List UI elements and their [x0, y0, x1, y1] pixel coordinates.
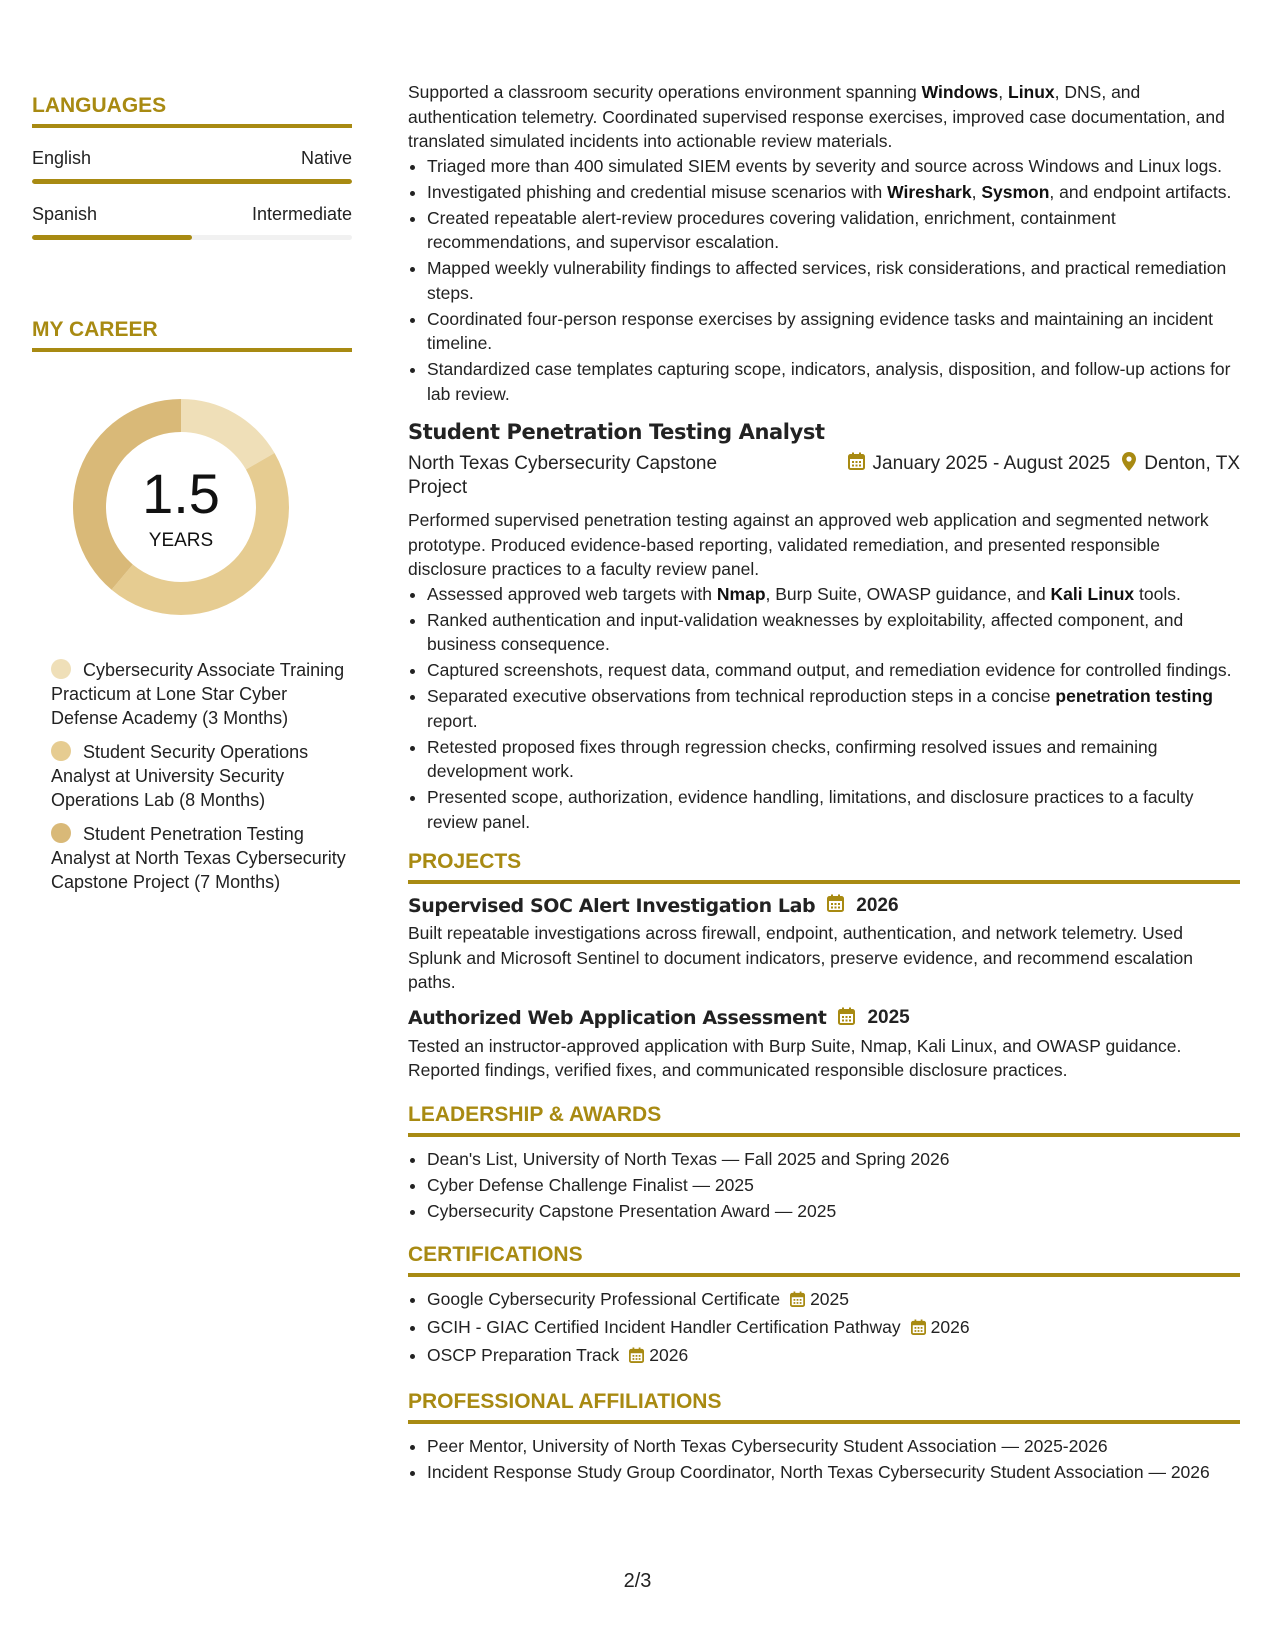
- project-year: 2026: [856, 894, 899, 916]
- bullet-item: • Investigated phishing and credential misuse scenarios with Wireshark, Sysmon, and endpoint artifacts.: [427, 180, 1240, 205]
- language-proficiency-bar: [32, 179, 352, 184]
- award-item: • Cyber Defense Challenge Finalist — 2025: [427, 1173, 1240, 1198]
- project-name: Authorized Web Application Assessment: [408, 1007, 827, 1029]
- languages-section: [32, 94, 352, 240]
- bullet-item: • Ranked authentication and input-validation weaknesses by exploitability, affected component, and business consequence.: [427, 608, 1240, 657]
- certification-year: 2026: [649, 1345, 689, 1365]
- career-legend-text: Student Security Operations Analyst at University Security Operations Lab (8 Months): [51, 742, 309, 810]
- project-item: [408, 894, 1240, 995]
- project-year: 2025: [867, 1007, 910, 1028]
- calendar-icon: [629, 1345, 644, 1370]
- bullet-item: • Presented scope, authorization, evidence handling, limitations, and disclosure practices to a faculty review panel.: [427, 785, 1240, 834]
- certification-item: [427, 1343, 1240, 1370]
- job-meta: [408, 452, 1240, 500]
- certifications-heading: CERTIFICATIONS: [408, 1243, 1240, 1277]
- language-proficiency-bar: [32, 235, 352, 240]
- affiliations-heading: PROFESSIONAL AFFILIATIONS: [408, 1390, 1240, 1424]
- language-level: Intermediate: [251, 204, 352, 224]
- certification-item: [427, 1287, 1240, 1314]
- legend-dot: [51, 823, 71, 843]
- bullet-item: • Created repeatable alert-review procedures covering validation, enrichment, containment recommendations, and supervisor escalation.: [427, 206, 1240, 255]
- calendar-icon: [790, 1289, 805, 1314]
- language-name: English: [32, 148, 92, 168]
- language-item: [32, 204, 352, 240]
- career-donut-chart: [66, 392, 296, 622]
- bullet-item: • Triaged more than 400 simulated SIEM events by severity and source across Windows and Linux logs.: [427, 154, 1240, 179]
- career-legend: [32, 658, 352, 894]
- bullet-item: • Standardized case templates capturing scope, indicators, analysis, disposition, and follow-up actions for lab review.: [427, 357, 1240, 406]
- job-location: Denton, TX: [1144, 453, 1240, 474]
- career-legend-text: Cybersecurity Associate Training Practicum at Lone Star Cyber Defense Academy (3 Months): [51, 660, 345, 728]
- calendar-icon: [848, 452, 865, 477]
- calendar-icon: [827, 894, 844, 917]
- career-legend-text: Student Penetration Testing Analyst at North Texas Cybersecurity Capstone Project (7 Months): [51, 824, 346, 892]
- award-item: • Cybersecurity Capstone Presentation Award — 2025: [427, 1199, 1240, 1224]
- calendar-icon: [911, 1317, 926, 1342]
- project-description: Built repeatable investigations across firewall, endpoint, authentication, and network telemetry. Used Splunk and Microsoft Sentinel to document indicators, preserve evidence, and recommend escalation paths.: [408, 923, 1194, 992]
- calendar-icon: [838, 1007, 855, 1030]
- legend-dot: [51, 659, 71, 679]
- affiliations-list: [408, 1434, 1240, 1485]
- project-name: Supervised SOC Alert Investigation Lab: [408, 894, 816, 917]
- sidebar: [32, 94, 352, 904]
- award-item: • Dean's List, University of North Texas — Fall 2025 and Spring 2026: [427, 1147, 1240, 1172]
- job-title: Student Penetration Testing Analyst: [408, 420, 825, 444]
- career-legend-item: [51, 658, 352, 730]
- experience-bullets: [408, 154, 1240, 407]
- main-content: [408, 80, 1240, 1486]
- language-level: Native: [300, 148, 352, 168]
- career-total-unit: YEARS: [148, 530, 214, 551]
- certification-year: 2026: [930, 1317, 970, 1337]
- map-pin-icon: [1122, 452, 1136, 478]
- career-heading: MY CAREER: [32, 318, 352, 352]
- bullet-item: • Captured screenshots, request data, command output, and remediation evidence for controlled findings.: [427, 658, 1240, 683]
- certifications-list: [408, 1287, 1240, 1370]
- career-legend-item: [51, 822, 352, 894]
- career-section: [32, 318, 352, 894]
- project-item: [408, 1007, 1240, 1083]
- bullet-item: • Coordinated four-person response exercises by assigning evidence tasks and maintaining an incident timeline.: [427, 307, 1240, 356]
- job-organization: North Texas Cybersecurity Capstone Project: [408, 453, 718, 498]
- certification-item: [427, 1315, 1240, 1342]
- language-proficiency-fill: [32, 235, 192, 240]
- legend-dot: [51, 741, 71, 761]
- bullet-item: • Separated executive observations from technical reproduction steps in a concise penetration testing report.: [427, 684, 1240, 733]
- bullet-item: • Mapped weekly vulnerability findings to affected services, risk considerations, and practical remediation steps.: [427, 256, 1240, 305]
- career-legend-item: [51, 740, 352, 812]
- job-dates: January 2025 - August 2025: [872, 453, 1111, 474]
- languages-heading: LANGUAGES: [32, 94, 352, 128]
- certification-name: GCIH - GIAC Certified Incident Handler Certification Pathway: [427, 1317, 901, 1337]
- career-total-value: 1.5: [142, 462, 220, 525]
- experience-summary: Supported a classroom security operations environment spanning Windows, Linux, DNS, and authentication telemetry. Coordinated supervised response exercises, improved case documentation, and translated simulated incidents into actionable review materials.: [408, 82, 1225, 151]
- language-name: Spanish: [32, 204, 98, 224]
- page-number: 2/3: [623, 1570, 652, 1592]
- job-bullets: [408, 582, 1240, 835]
- bullet-item: • Assessed approved web targets with Nmap, Burp Suite, OWASP guidance, and Kali Linux tools.: [427, 582, 1240, 607]
- language-item: [32, 148, 352, 184]
- certification-year: 2025: [810, 1289, 850, 1309]
- project-description: Tested an instructor-approved application with Burp Suite, Nmap, Kali Linux, and OWASP guidance. Reported findings, verified fixes, and communicated responsible disclosure practices.: [408, 1035, 1182, 1080]
- projects-heading: PROJECTS: [408, 850, 1240, 884]
- certification-name: Google Cybersecurity Professional Certificate: [427, 1289, 781, 1309]
- certification-name: OSCP Preparation Track: [427, 1345, 620, 1365]
- affiliation-item: • Incident Response Study Group Coordinator, North Texas Cybersecurity Student Association — 2026: [427, 1460, 1240, 1485]
- bullet-item: • Retested proposed fixes through regression checks, confirming resolved issues and remaining development work.: [427, 735, 1240, 784]
- affiliation-item: • Peer Mentor, University of North Texas Cybersecurity Student Association — 2025-2026: [427, 1434, 1240, 1459]
- awards-heading: LEADERSHIP & AWARDS: [408, 1103, 1240, 1137]
- language-proficiency-fill: [32, 179, 352, 184]
- job-summary: Performed supervised penetration testing against an approved web application and segmented network prototype. Produced evidence-based reporting, validated remediation, and presented responsible disclosure practices to a faculty review panel.: [408, 510, 1209, 579]
- awards-list: [408, 1147, 1240, 1224]
